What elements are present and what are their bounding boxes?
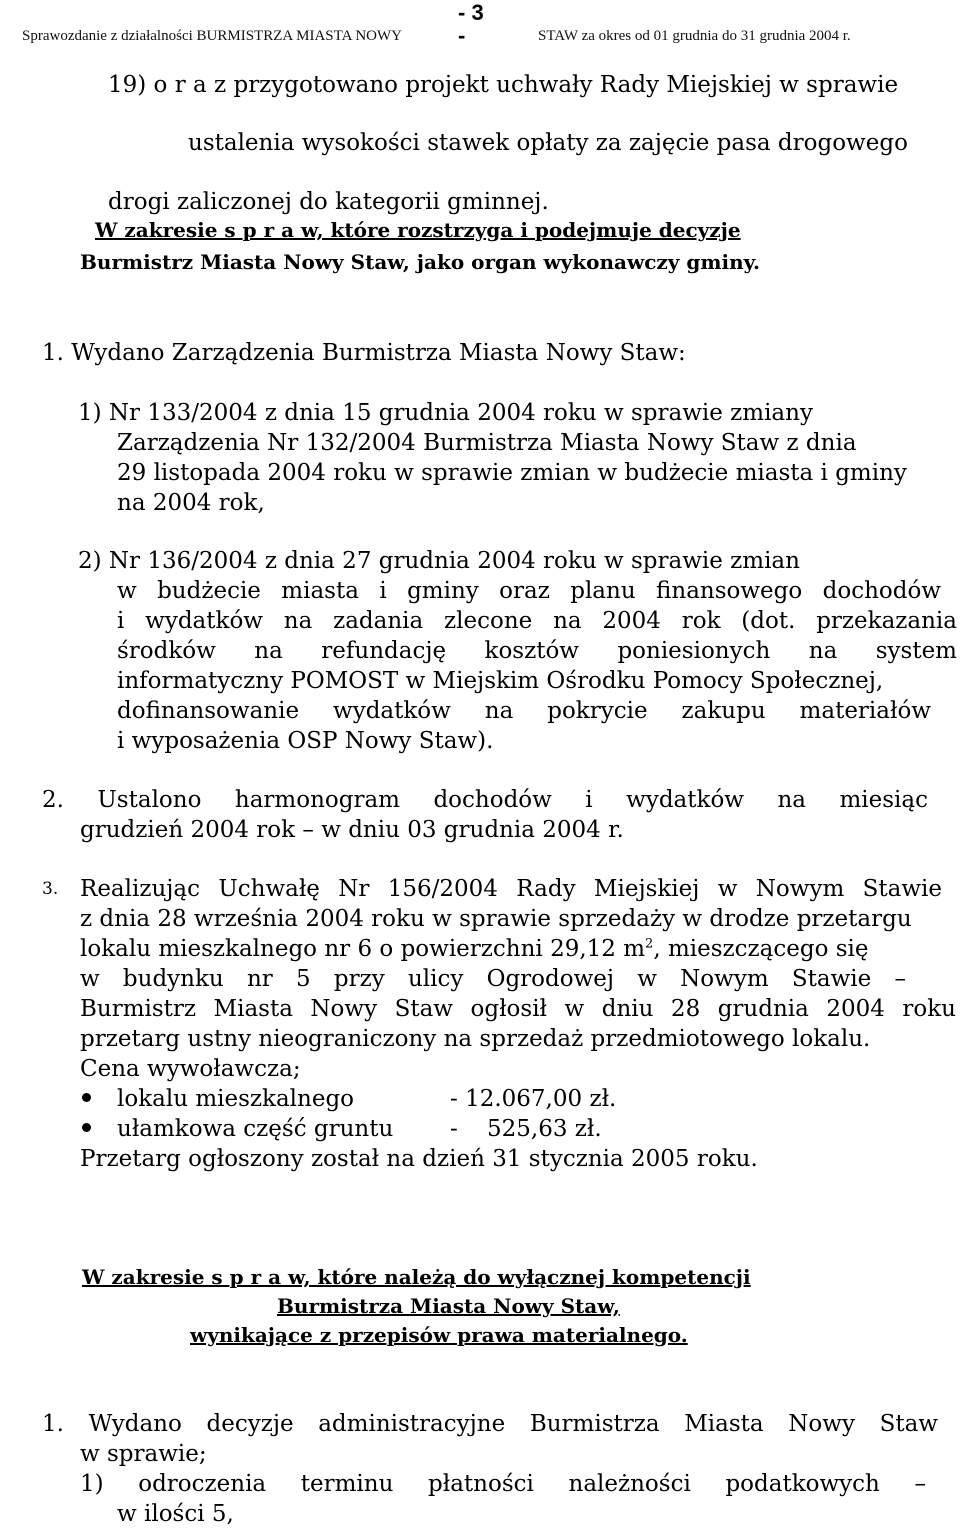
bullet1-label: lokalu mieszkalnego (117, 1086, 355, 1112)
sec4-line3: 1) odroczenia terminu płatności należności podatkowych – (80, 1471, 926, 1497)
sec3-line8: Przetarg ogłoszony został na dzień 31 stycznia 2005 roku. (80, 1146, 758, 1172)
bullet-icon (82, 1093, 91, 1102)
sec3-line1: Realizując Uchwałę Nr 156/2004 Rady Miejskiej w Nowym Stawie (80, 876, 942, 902)
sec1-title: 1. Wydano Zarządzenia Burmistrza Miasta Nowy Staw: (42, 340, 686, 366)
sec1-p2-line1: 2) Nr 136/2004 z dnia 27 grudnia 2004 roku w sprawie zmian (78, 548, 800, 574)
bullet-icon (82, 1123, 91, 1132)
sec1-p1-line2: Zarządzenia Nr 132/2004 Burmistrza Miasta Nowy Staw z dnia (117, 430, 857, 456)
item19-line1: 19) o r a z przygotowano projekt uchwały Rady Miejskiej w sprawie (108, 72, 899, 98)
sec2-line1: 2. Ustalono harmonogram dochodów i wydatków na miesiąc (42, 787, 928, 813)
page-number-dash: - (458, 23, 466, 48)
sec4-line1: 1. Wydano decyzje administracyjne Burmistrza Miasta Nowy Staw (42, 1411, 938, 1437)
sec1-p1-line3: 29 listopada 2004 roku w sprawie zmian w budżecie miasta i gminy (117, 460, 907, 486)
sec1-p2-line7: i wyposażenia OSP Nowy Staw). (117, 728, 494, 754)
page-number: - 3 (458, 0, 484, 25)
sec3-line4: w budynku nr 5 przy ulicy Ogrodowej w Nowym Stawie – (80, 966, 906, 992)
header-left-text: Sprawozdanie z działalności BURMISTRZA MIASTA NOWY (22, 28, 402, 44)
sec1-p2-line4: środków na refundację kosztów poniesionych na system (117, 638, 957, 664)
sec3-line3 (80, 934, 869, 964)
bullet2-label: ułamkowa część gruntu (117, 1116, 394, 1142)
sec3-line6: przetarg ustny nieograniczony na sprzedaż przedmiotowego lokalu. (80, 1026, 871, 1052)
sec1-p2-line2: w budżecie miasta i gminy oraz planu finansowego dochodów (117, 578, 941, 604)
sec1-p2-line3: i wydatków na zadania zlecone na 2004 rok (dot. przekazania (117, 608, 957, 634)
sec3-line7: Cena wywoławcza; (80, 1056, 301, 1082)
sec1-p2-line6: dofinansowanie wydatków na pokrycie zakupu materiałów (117, 698, 931, 724)
sec4-line4: w ilości 5, (117, 1501, 234, 1527)
heading1-line2: Burmistrz Miasta Nowy Staw, jako organ wykonawczy gminy. (80, 250, 760, 274)
sec3-line5: Burmistrz Miasta Nowy Staw ogłosił w dniu 28 grudnia 2004 roku (80, 996, 956, 1022)
heading2-line3: wynikające z przepisów prawa materialnego. (190, 1323, 688, 1347)
sec3-line2: z dnia 28 września 2004 roku w sprawie sprzedaży w drodze przetargu (80, 906, 912, 932)
heading2-line1: W zakresie s p r a w, które należą do wyłącznej kompetencji (82, 1265, 751, 1289)
sec1-p2-line5: informatyczny POMOST w Miejskim Ośrodku Pomocy Społecznej, (117, 668, 884, 694)
sec2-line2: grudzień 2004 rok – w dniu 03 grudnia 2004 r. (80, 817, 624, 843)
header-right-text: STAW za okres od 01 grudnia do 31 grudnia 2004 r. (538, 28, 851, 44)
sec3-line3-text-a: lokalu mieszkalnego nr 6 o powierzchni 29,12 m (80, 936, 646, 962)
item19-line3: drogi zaliczonej do kategorii gminnej. (108, 189, 549, 215)
bullet1-value: - 12.067,00 zł. (450, 1086, 617, 1112)
item19-line2: ustalenia wysokości stawek opłaty za zajęcie pasa drogowego (188, 130, 908, 156)
heading2-line2: Burmistrza Miasta Nowy Staw, (277, 1294, 620, 1318)
sec1-p1-line4: na 2004 rok, (117, 490, 265, 516)
sec3-number: 3. (42, 879, 59, 899)
sec3-line3-text-b: , mieszczącego się (653, 936, 869, 962)
square-meter-superscript: 2 (645, 936, 654, 952)
bullet2-value: - 525,63 zł. (450, 1116, 602, 1142)
sec1-p1-line1: 1) Nr 133/2004 z dnia 15 grudnia 2004 roku w sprawie zmiany (78, 400, 813, 426)
heading1-line1: W zakresie s p r a w, które rozstrzyga i podejmuje decyzje (95, 218, 741, 242)
sec4-line2: w sprawie; (80, 1441, 207, 1467)
